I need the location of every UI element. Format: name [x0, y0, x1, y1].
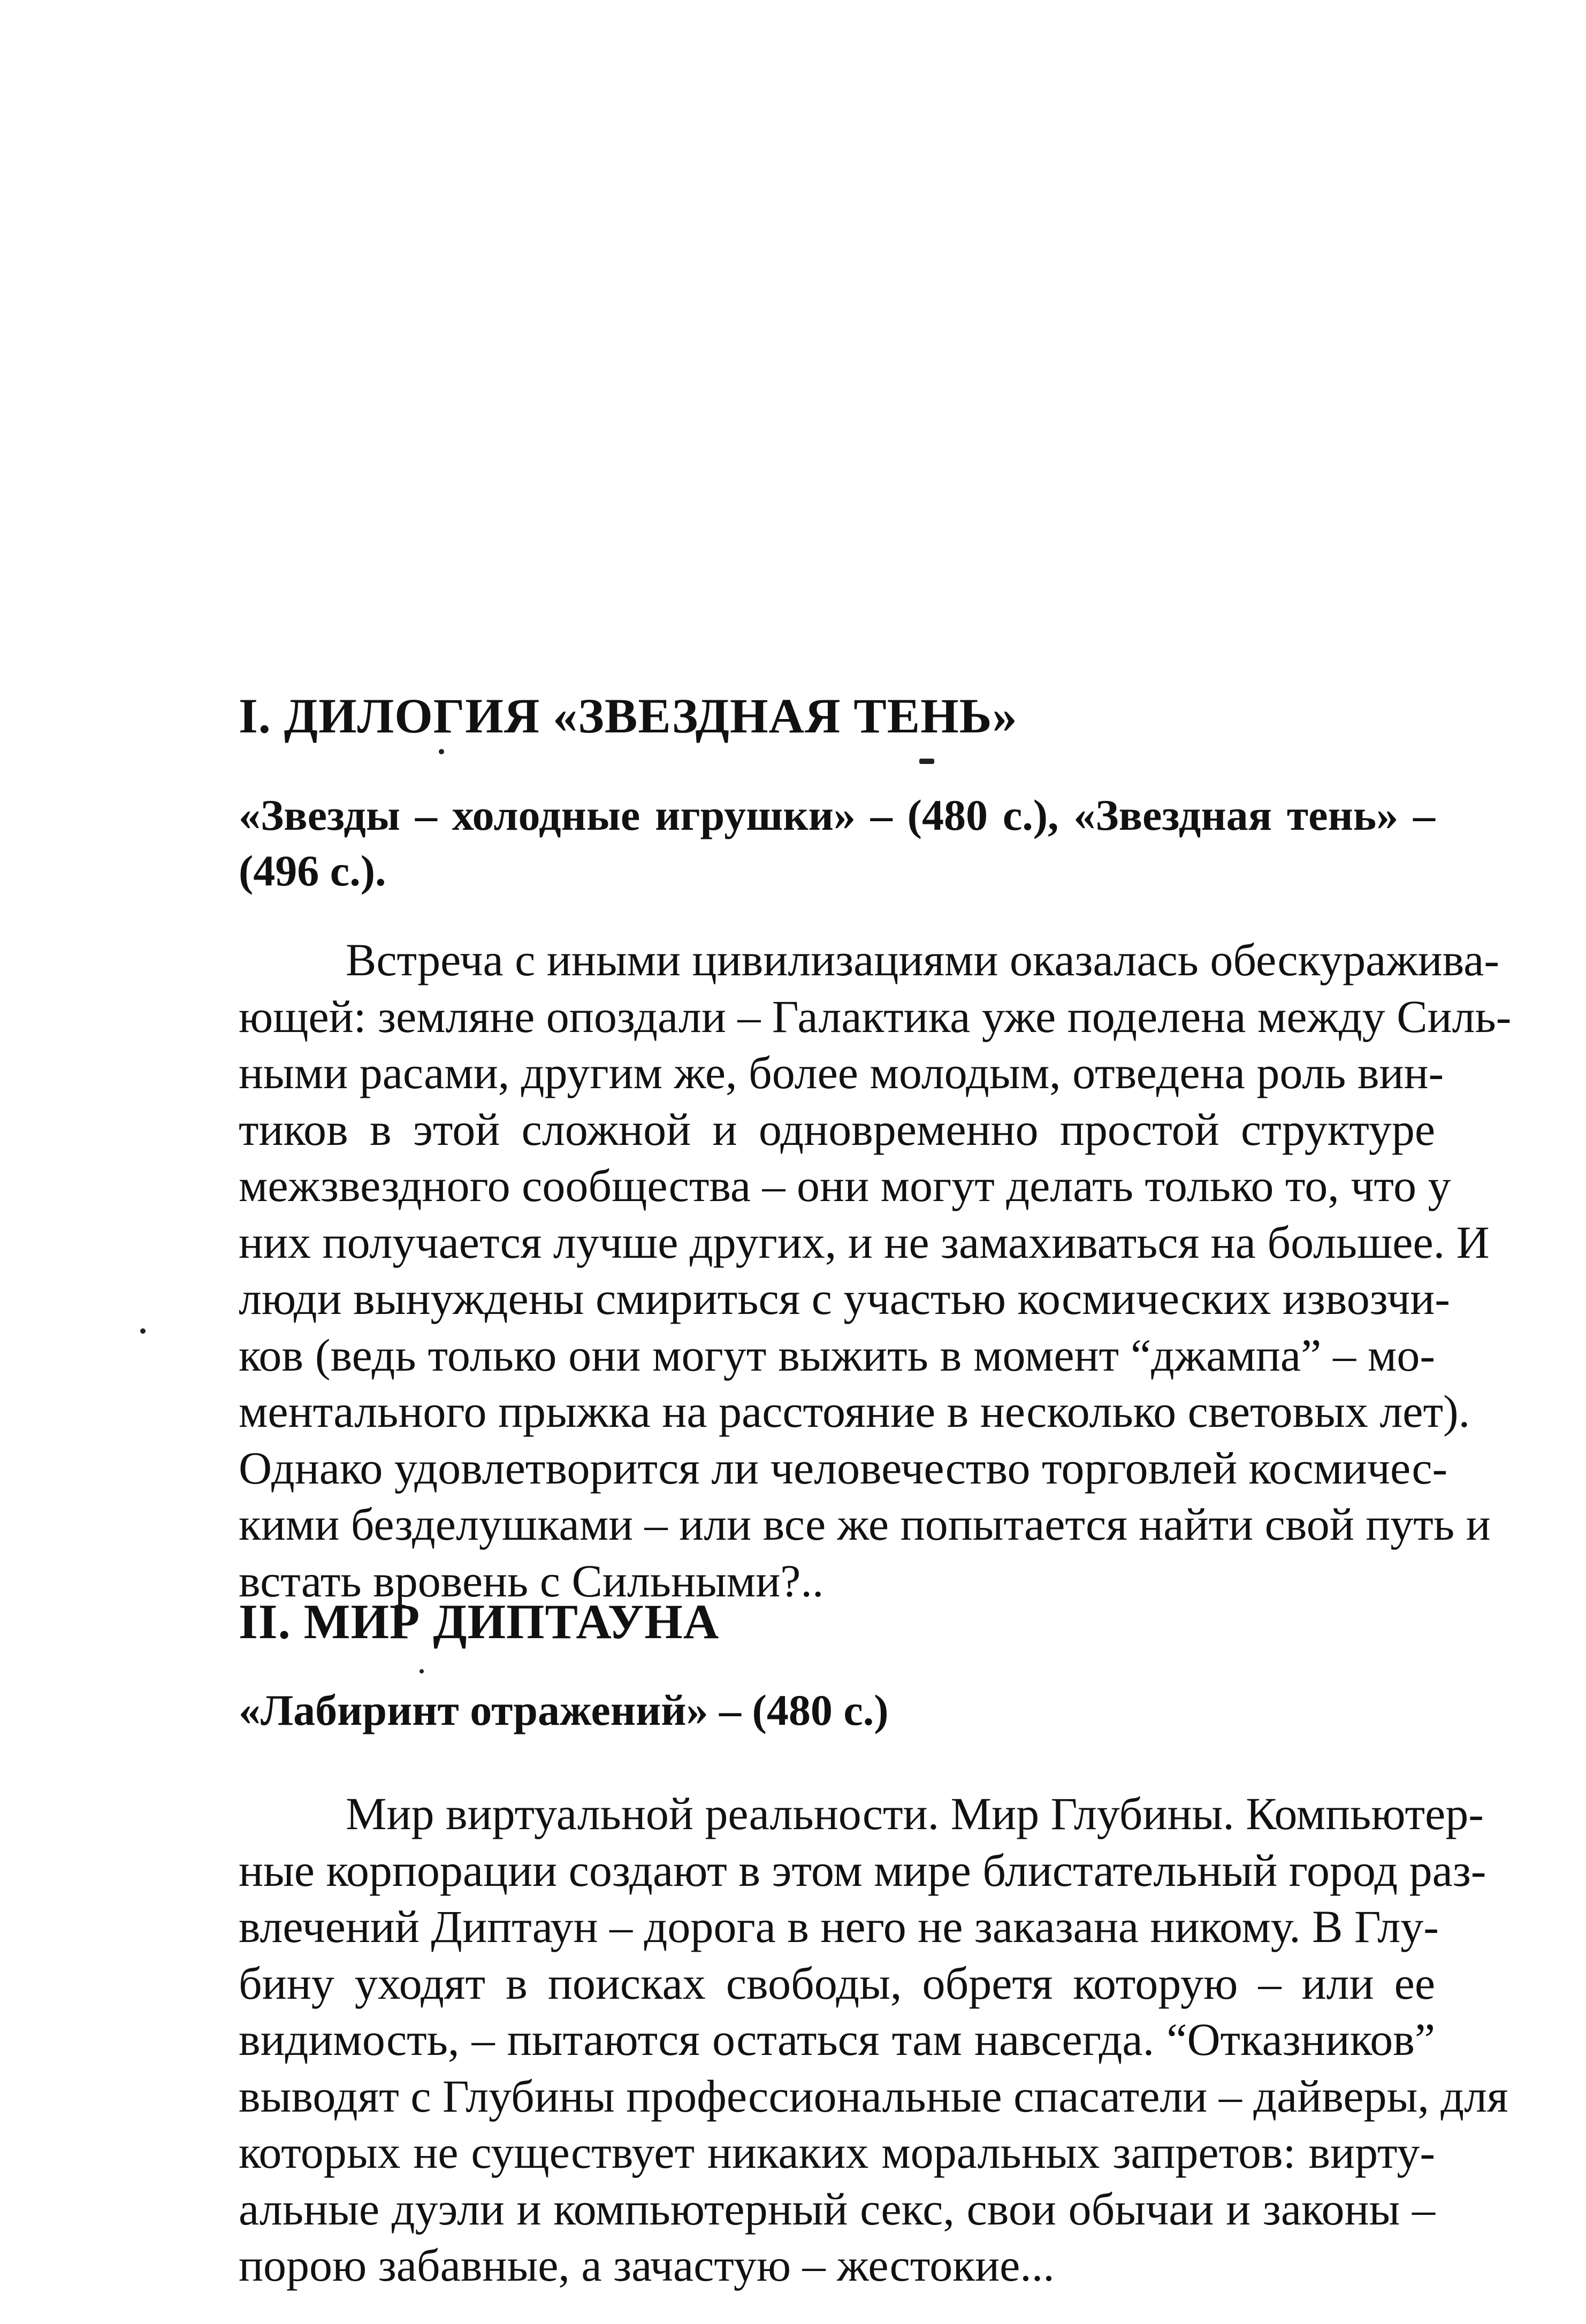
- scan-speck: [919, 759, 934, 764]
- section2-book: «Лабиринт отражений» – (480 с.): [239, 1686, 889, 1734]
- section1-books-line1: «Звезды – холодные игрушки» – (480 с.), «Звездная тень» –: [239, 791, 1435, 839]
- scan-speck: [439, 749, 444, 754]
- paragraph-line: них получается лучше других, и не замахиваться на большее. И: [239, 1216, 1490, 1268]
- paragraph-line: ными расами, другим же, более молодым, отведена роль вин-: [239, 1047, 1444, 1098]
- paragraph-line: тиков в этой сложной и одновременно простой структуре: [239, 1103, 1435, 1155]
- paragraph-line: Мир виртуальной реальности. Мир Глубины. Компьютер-: [346, 1788, 1484, 1839]
- paragraph-line: люди вынуждены смириться с участью космических извозчи-: [239, 1273, 1450, 1324]
- paragraph-line: Однако удовлетворится ли человечество торговлей космичес-: [239, 1442, 1448, 1494]
- paragraph-line: ментального прыжка на расстояние в несколько световых лет).: [239, 1386, 1470, 1437]
- paragraph-line: ющей: земляне опоздали – Галактика уже поделена между Силь-: [239, 990, 1512, 1042]
- section1-description: [239, 932, 1512, 1609]
- scan-speck: [420, 1669, 424, 1673]
- paragraph-line: межзвездного сообщества – они могут делать только то, что у: [239, 1160, 1451, 1211]
- paragraph-line: альные дуэли и компьютерный секс, свои обычаи и законы –: [239, 2183, 1435, 2235]
- section2-heading: II. МИР ДИПТАУНА: [239, 1594, 720, 1649]
- paragraph-line: видимость, – пытаются остаться там навсегда. “Отказников”: [239, 2014, 1435, 2065]
- section1-heading: I. ДИЛОГИЯ «ЗВЕЗДНАЯ ТЕНЬ»: [239, 689, 1018, 743]
- paragraph-line: выводят с Глубины профессиональные спасатели – дайверы, для: [239, 2070, 1508, 2122]
- paragraph-line: влечений Диптаун – дорога в него не заказана никому. В Глу-: [239, 1901, 1439, 1952]
- paragraph-line: порою забавные, а зачастую – жестокие...: [239, 2239, 1055, 2291]
- paragraph-line: ные корпорации создают в этом мире блистательный город раз-: [239, 1844, 1486, 1896]
- paragraph-line: ков (ведь только они могут выжить в момент “джампа” – мо-: [239, 1329, 1435, 1381]
- scan-speck: [140, 1328, 146, 1334]
- paragraph-line: Встреча с иными цивилизациями оказалась обескуражива-: [346, 934, 1499, 985]
- section1-books: [239, 788, 1435, 899]
- section2-description: [239, 1786, 1508, 2294]
- paragraph-line: кими безделушками – или все же попытается найти свой путь и: [239, 1499, 1491, 1550]
- paragraph-line: которых не существует никаких моральных запретов: вирту-: [239, 2127, 1435, 2178]
- paragraph-line: бину уходят в поисках свободы, обретя которую – или ее: [239, 1957, 1435, 2009]
- paragraph-line: встать вровень с Сильными?..: [239, 1555, 824, 1607]
- section1-books-line2: (496 с.).: [239, 846, 386, 895]
